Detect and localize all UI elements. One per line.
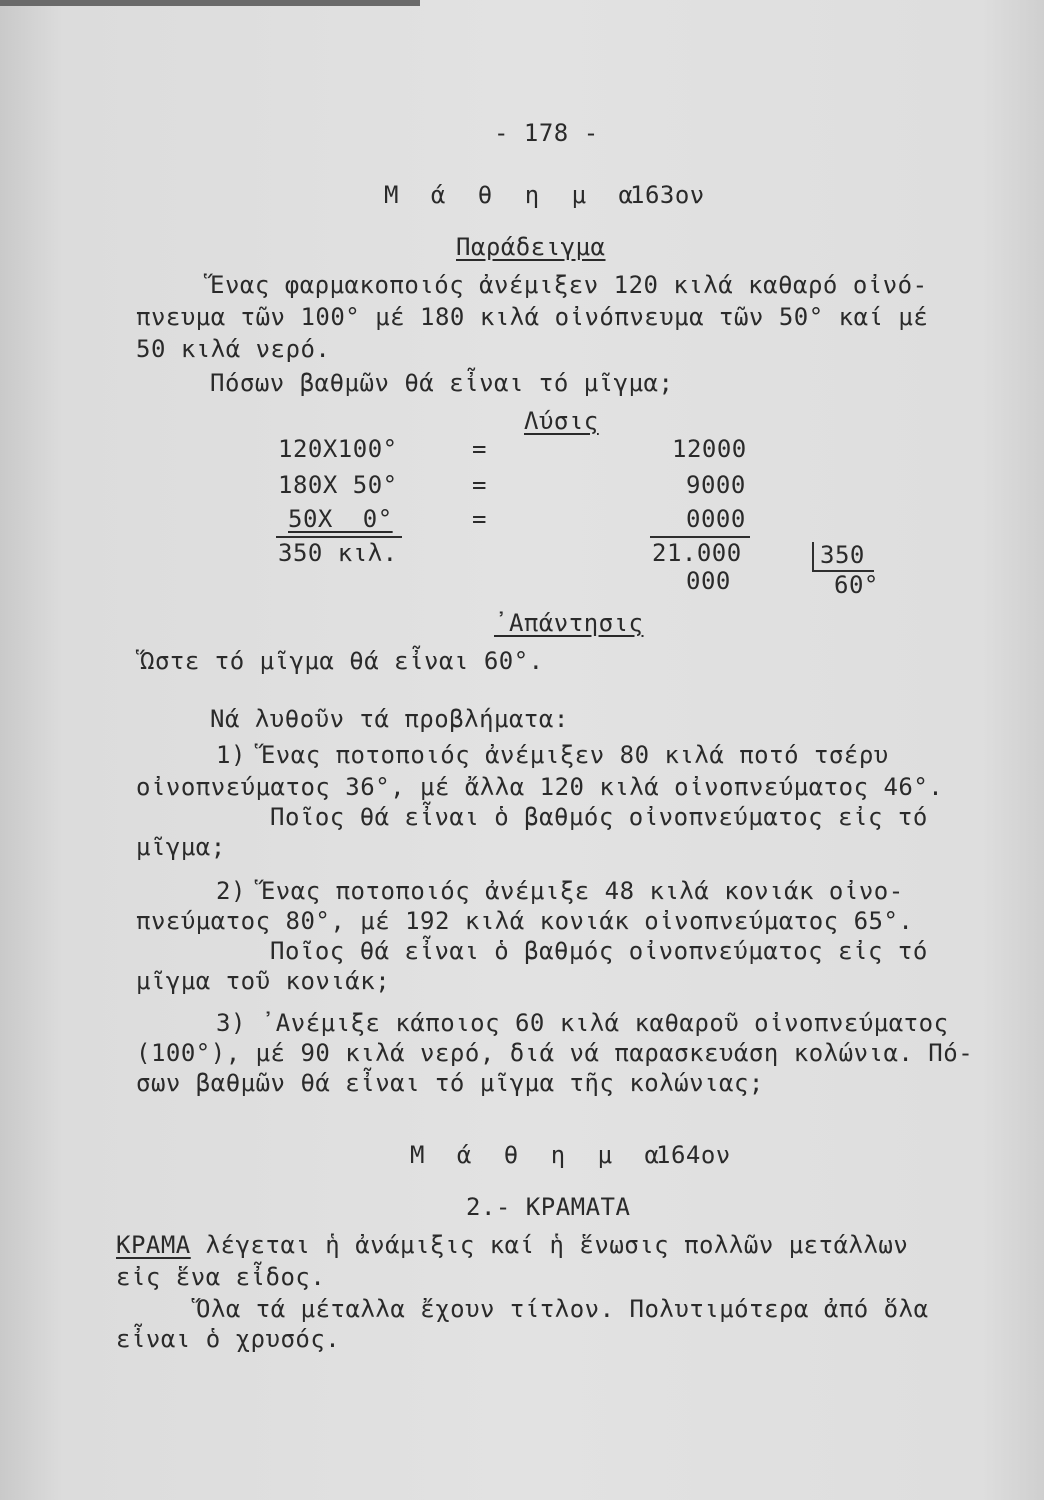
lesson-number-2: 164ον [656,1141,731,1169]
calc-eq-2: = [472,471,487,499]
term-krama: ΚΡΑΜΑ [116,1231,191,1259]
problems-intro: Νά λυθοῦν τά προβλήματα: [210,705,569,733]
lesson-number: 163ον [630,181,705,209]
example-heading: Παράδειγμα [456,233,606,261]
divisor: 350 [820,541,865,569]
problem-1-line-3: Ποῖος θά εἶναι ὁ βαθμός οἰνοπνεύματος εἰς τό [270,803,928,831]
problem-2-line-1: 2) Ἕνας ποτοποιός ἀνέμιξε 48 κιλά κονιάκ οἰνο- [216,877,904,905]
lesson-title: Μ ά θ η μ α [384,181,642,209]
calc-right-3: 0000 [686,505,746,533]
calc-right-1: 12000 [672,435,747,463]
lesson-title-2: Μ ά θ η μ α [410,1141,668,1169]
calc-left-1: 120Χ100° [278,435,398,463]
calc-eq-1: = [472,435,487,463]
example-line-2: πνευμα τῶν 100° μέ 180 κιλά οἰνόπνευμα τῶν 50° καί μέ [136,303,929,331]
problem-3-line-2: (100°), μέ 90 κιλά νερό, διά νά παρασκευάση κολώνια. Πό- [136,1039,974,1067]
answer: Ὥστε τό μῖγμα θά εἶναι 60°. [140,647,544,675]
section-heading: 2.- ΚΡΑΜΑΤΑ [466,1193,631,1221]
calc-right-2: 9000 [686,471,746,499]
question: Πόσων βαθμῶν θά εἶναι τό μῖγμα; [210,369,674,397]
calc-eq-3: = [472,505,487,533]
problem-2-line-2: πνεύματος 80°, μέ 192 κιλά κονιάκ οἰνοπνεύματος 65°. [136,907,914,935]
problem-1-line-1: 1) Ἕνας ποτοποιός ἀνέμιξεν 80 κιλά ποτό τσέρυ [216,741,889,769]
scan-edge [0,0,420,6]
total-right: 21.000 [652,539,742,567]
problem-3-line-3: σων βαθμῶν θά εἶναι τό μῖγμα τῆς κολώνιας; [136,1069,764,1097]
closing-line-1: Ὅλα τά μέταλλα ἔχουν τίτλον. Πολυτιμότερα ἀπό ὅλα [196,1295,929,1323]
total-left: 350 κιλ. [278,539,398,567]
definition-line-2: εἰς ἕνα εἶδος. [116,1263,326,1291]
definition-line-1 [116,1230,908,1260]
calc-left-3: 50Χ 0° [288,505,393,533]
problem-2-line-4: μῖγμα τοῦ κονιάκ; [136,967,391,995]
problem-2-line-3: Ποῖος θά εἶναι ὁ βαθμός οἰνοπνεύματος εἰς τό [270,937,928,965]
answer-heading: ᾿Απάντησις [494,609,644,637]
definition-rest: λέγεται ἡ ἀνάμιξις καί ἡ ἕνωσις πολλῶν μετάλλων [190,1231,909,1259]
division-bar [812,542,814,572]
page-number: - 178 - [494,119,599,147]
quotient: 60° [834,571,879,599]
remainder: 000 [686,567,731,595]
problem-1-line-4: μῖγμα; [136,833,226,861]
problem-1-line-2: οἰνοπνεύματος 36°, μέ ἄλλα 120 κιλά οἰνοπνεύματος 46°. [136,773,944,801]
problem-3-line-1: 3) ᾿Ανέμιξε κάποιος 60 κιλά καθαροῦ οἰνοπνεύματος [216,1009,949,1037]
closing-line-2: εἶναι ὁ χρυσός. [116,1325,341,1353]
example-line-3: 50 κιλά νερό. [136,335,331,363]
example-line-1: Ἕνας φαρμακοποιός ἀνέμιξεν 120 κιλά καθαρό οἰνό- [210,271,928,299]
calc-left-2: 180Χ 50° [278,471,398,499]
solution-heading: Λύσις [524,407,599,435]
